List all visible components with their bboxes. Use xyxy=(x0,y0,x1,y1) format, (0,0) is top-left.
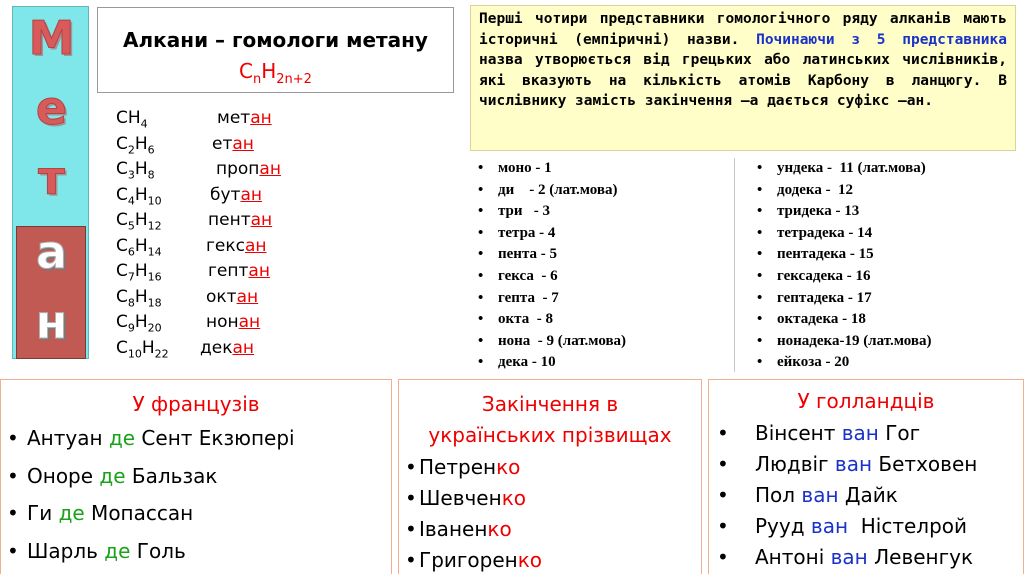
formula-element: C xyxy=(116,210,128,230)
dutch-list-item xyxy=(717,514,968,538)
name-suffix: ан xyxy=(236,286,259,307)
name-particle: ван xyxy=(841,421,879,445)
name-stem: мет xyxy=(217,108,251,128)
ukrainian-names-box xyxy=(398,379,702,574)
alkane-name xyxy=(206,287,258,307)
numeral-text: моно - 1 xyxy=(498,160,552,176)
general-formula: $C_nH_{2n+2}$ xyxy=(239,59,312,87)
bullet: • xyxy=(717,452,729,476)
numeral-text: пентадека - 15 xyxy=(777,246,874,263)
formula-subscript: 6 xyxy=(147,142,155,156)
bullet: • xyxy=(717,514,729,538)
note-highlight: Починаючи з 5 представника xyxy=(756,31,1007,48)
dutch-list-item xyxy=(717,483,898,507)
name-particle: ко xyxy=(487,517,512,541)
name-part: Вінсент xyxy=(755,421,842,445)
name-part: Дайк xyxy=(838,483,898,507)
name-part: Мопассан xyxy=(84,501,194,525)
name-part: Сент Екзюпері xyxy=(135,426,295,450)
bullet: • xyxy=(757,289,763,306)
alkane-name xyxy=(216,159,281,179)
molecular-formula xyxy=(116,134,155,156)
dutch-title: У голландців xyxy=(797,389,935,413)
name-part: Людвіг xyxy=(755,452,835,476)
ukrainian-title-line2: українських прізвищах xyxy=(428,423,672,447)
vertical-title-letter: М xyxy=(28,11,75,65)
name-text xyxy=(27,501,193,525)
name-part: Бальзак xyxy=(125,463,218,488)
bullet: • xyxy=(757,332,763,349)
name-part: Антоні xyxy=(755,545,831,569)
formula-subscript: 8 xyxy=(147,168,155,182)
formula-element: C xyxy=(116,133,128,154)
name-suffix: ан xyxy=(259,159,281,179)
formula-subscript: 9 xyxy=(127,321,135,335)
molecular-formula xyxy=(116,185,162,207)
molecular-formula xyxy=(116,159,155,181)
formula-subscript: 10 xyxy=(147,193,162,207)
vertical-title-letter: н xyxy=(35,295,68,349)
ukrainian-list-item xyxy=(405,486,527,510)
french-list-item xyxy=(7,538,186,563)
bullet: • xyxy=(757,224,763,241)
bullet: • xyxy=(405,486,417,510)
formula-element: C xyxy=(116,235,128,256)
formula-subscript: 12 xyxy=(147,219,162,233)
numeral-text: ейкоза - 20 xyxy=(777,354,850,371)
formula-element: C xyxy=(116,312,128,332)
name-stem: гекс xyxy=(206,235,246,256)
numeral-text: гексадека - 16 xyxy=(777,268,871,284)
name-particle: ван xyxy=(801,483,839,507)
molecular-formula xyxy=(116,287,162,309)
dutch-list-item xyxy=(717,452,978,476)
name-part: Антуан xyxy=(27,426,109,450)
dutch-list-item xyxy=(717,421,921,445)
name-particle: ко xyxy=(517,548,543,572)
name-text xyxy=(755,545,973,569)
french-list-item xyxy=(7,463,218,488)
formula-element: CH xyxy=(116,108,141,128)
ukrainian-list-item xyxy=(405,517,512,541)
formula-element: H xyxy=(134,210,148,230)
bullet: • xyxy=(478,246,484,263)
name-suffix: ан xyxy=(248,261,270,281)
name-text xyxy=(755,483,898,507)
bullet: • xyxy=(478,332,484,349)
name-stem: окт xyxy=(206,286,237,307)
formula-subscript: 6 xyxy=(127,244,135,258)
name-part: Петрен xyxy=(419,455,497,479)
name-particle: де xyxy=(58,501,85,525)
numeral-text: гептадека - 17 xyxy=(777,289,872,306)
bullet: • xyxy=(478,181,484,198)
note-text: назва утворюється від грецьких або латинських числівників, які вказують на кількість атомів Карбону в ланцюгу. В числівнику замість закінчення –а дається суфікс –ан. xyxy=(479,52,1007,109)
alkane-name xyxy=(217,108,272,128)
numeral-text: додека - 12 xyxy=(777,181,854,198)
name-part: Бетховен xyxy=(872,452,978,476)
formula-element: C xyxy=(116,261,128,281)
bullet: • xyxy=(717,545,729,569)
alkane-name xyxy=(208,210,272,230)
ukrainian-list-item xyxy=(405,455,521,479)
formula-subscript: 5 xyxy=(127,219,135,233)
name-part: Оноре xyxy=(27,463,100,488)
name-text xyxy=(419,548,542,572)
alkane-name xyxy=(210,185,262,205)
bullet: • xyxy=(478,354,484,371)
formula-subscript: 18 xyxy=(147,295,162,309)
vertical-title-letter: е xyxy=(35,81,68,135)
formula-element: H xyxy=(134,235,148,256)
name-part: Григорен xyxy=(419,548,518,572)
name-stem: гепт xyxy=(208,261,249,281)
name-particle: де xyxy=(108,426,136,450)
numeral-text: пента - 5 xyxy=(498,246,557,263)
formula-element: H xyxy=(141,337,155,358)
numeral-text: октадека - 18 xyxy=(777,311,866,328)
formula-element: H xyxy=(134,159,148,179)
molecular-formula xyxy=(116,210,162,232)
bullet: • xyxy=(757,203,763,220)
formula-subscript: 10 xyxy=(127,346,142,360)
vertical-title-panel xyxy=(12,6,89,359)
bullet: • xyxy=(7,501,19,525)
formula-element: H xyxy=(134,133,148,154)
name-part: Ністелрой xyxy=(848,514,968,538)
dutch-names-box xyxy=(708,379,1024,574)
formula-element: C xyxy=(116,286,128,307)
molecular-formula xyxy=(116,312,162,334)
numeral-text: ундека - 11 (лат.мова) xyxy=(777,160,926,176)
name-stem: нон xyxy=(206,312,239,332)
formula-subscript: 8 xyxy=(127,295,135,309)
numeral-text: гепта - 7 xyxy=(498,289,559,306)
name-text xyxy=(755,421,920,445)
name-part: Гог xyxy=(878,421,921,445)
vertical-title-letter: т xyxy=(38,151,65,205)
name-suffix: ан xyxy=(240,184,262,205)
numeral-text: тридека - 13 xyxy=(777,203,860,220)
alkane-name xyxy=(206,236,267,256)
name-particle: ван xyxy=(830,545,868,569)
bullet: • xyxy=(478,289,484,306)
bullet: • xyxy=(478,224,484,241)
numeral-text: окта - 8 xyxy=(498,311,553,328)
name-part: Рууд xyxy=(755,514,811,538)
bullet: • xyxy=(7,538,19,563)
bullet: • xyxy=(757,246,763,263)
name-text xyxy=(27,539,186,563)
name-part: Шевчен xyxy=(419,486,502,510)
name-stem: бут xyxy=(210,184,241,205)
bullet: • xyxy=(757,268,763,284)
name-particle: ван xyxy=(810,514,849,538)
name-suffix: ан xyxy=(232,133,254,154)
alkane-name xyxy=(200,338,254,358)
numeral-text: нона - 9 (лат.мова) xyxy=(498,332,627,349)
formula-subscript: 14 xyxy=(147,244,162,258)
alkane-name xyxy=(208,261,270,281)
bullet: • xyxy=(478,268,484,284)
name-text xyxy=(419,486,526,510)
name-suffix: ан xyxy=(245,235,267,256)
name-text xyxy=(419,517,512,541)
nomenclature-note xyxy=(470,5,1016,151)
bullet: • xyxy=(757,311,763,328)
bullet: • xyxy=(405,455,417,479)
numeral-text: дека - 10 xyxy=(498,354,556,371)
bullet: • xyxy=(717,421,729,445)
french-list-item xyxy=(7,501,194,525)
bullet: • xyxy=(478,203,484,220)
numeral-text: ди - 2 (лат.мова) xyxy=(498,181,618,198)
name-part: Шарль xyxy=(27,538,105,563)
numeral-text: тетра - 4 xyxy=(498,224,556,241)
formula-subscript: 16 xyxy=(147,270,162,284)
molecular-formula xyxy=(116,236,162,258)
molecular-formula xyxy=(116,261,162,283)
alkanes-title: Алкани – гомологи метану xyxy=(123,28,428,52)
bullet: • xyxy=(478,311,484,328)
formula-subscript: 2 xyxy=(127,142,135,156)
french-list-item xyxy=(7,426,295,450)
name-stem: ет xyxy=(212,133,233,154)
name-text xyxy=(755,452,977,476)
formula-subscript: 4 xyxy=(127,193,135,207)
molecular-formula xyxy=(116,108,148,130)
name-part: Левенгук xyxy=(867,545,974,569)
name-stem: дек xyxy=(200,337,233,358)
french-names-box xyxy=(0,379,392,574)
bullet: • xyxy=(7,426,19,450)
formula-subscript: 4 xyxy=(140,117,148,131)
numeral-text: гекса - 6 xyxy=(498,268,558,284)
numeral-text: три - 3 xyxy=(498,203,551,220)
formula-element: C xyxy=(116,337,128,358)
alkane-name xyxy=(206,312,260,332)
name-particle: ко xyxy=(501,486,527,510)
bullet: • xyxy=(717,483,729,507)
bullet: • xyxy=(757,181,763,198)
formula-element: H xyxy=(134,184,148,205)
bullet: • xyxy=(405,548,417,572)
alkanes-title-box xyxy=(97,7,454,93)
name-particle: ван xyxy=(834,452,873,476)
name-stem: пент xyxy=(208,210,251,230)
name-suffix: ан xyxy=(250,108,272,128)
formula-element: C xyxy=(116,184,128,205)
bullet: • xyxy=(757,160,763,176)
name-text xyxy=(27,426,295,450)
bullet: • xyxy=(405,517,417,541)
formula-element: H xyxy=(134,286,148,307)
name-suffix: ан xyxy=(238,312,261,332)
name-stem: проп xyxy=(216,159,260,179)
name-part: Пол xyxy=(755,483,802,507)
bullet: • xyxy=(757,354,763,371)
vertical-title-letter: а xyxy=(35,225,68,279)
french-title: У французів xyxy=(132,392,260,416)
name-text xyxy=(755,514,967,538)
bullet: • xyxy=(7,463,19,488)
ukrainian-title-line1: Закінчення в xyxy=(481,392,619,416)
formula-subscript: 22 xyxy=(154,346,169,360)
ukrainian-list-item xyxy=(405,548,543,572)
alkane-name xyxy=(212,134,254,154)
formula-subscript: 3 xyxy=(127,168,135,182)
numeral-text: нонадека-19 (лат.мова) xyxy=(777,332,932,349)
name-part: Голь xyxy=(130,538,186,563)
dutch-list-item xyxy=(717,545,974,569)
formula-element: C xyxy=(116,159,128,179)
formula-subscript: 20 xyxy=(147,321,162,335)
name-particle: де xyxy=(99,463,126,488)
molecular-formula xyxy=(116,338,169,360)
name-suffix: ан xyxy=(250,210,273,230)
name-text xyxy=(419,455,520,479)
name-part: Іванен xyxy=(419,517,488,541)
formula-subscript: 7 xyxy=(127,270,135,284)
numeral-text: тетрадека - 14 xyxy=(777,224,873,241)
formula-element: H xyxy=(134,261,148,281)
name-part: Ги xyxy=(27,501,59,525)
name-particle: де xyxy=(104,538,131,563)
bullet: • xyxy=(478,160,484,176)
numerals-divider xyxy=(734,158,735,372)
name-suffix: ан xyxy=(232,337,255,358)
name-text xyxy=(27,464,217,488)
formula-element: H xyxy=(134,312,148,332)
name-particle: ко xyxy=(496,455,521,479)
note-text: Перші чотири представники гомологічного ряду алканів мають історичні (емпіричні) назви. xyxy=(479,11,1007,48)
